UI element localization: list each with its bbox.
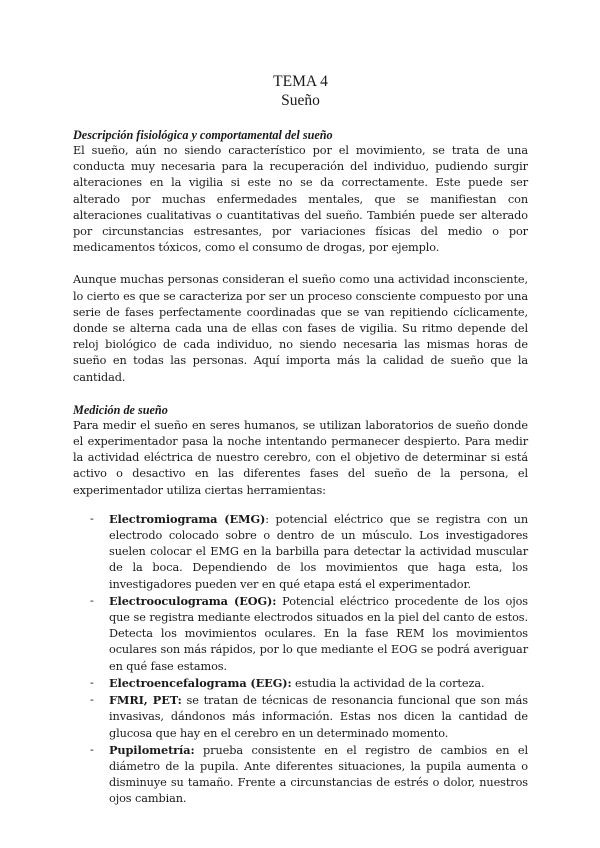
document-subtitle: Sueño	[281, 92, 320, 109]
list-bullet-dash: -	[90, 675, 94, 689]
definition-pupillometry: prueba consistente en el registro de cambios en el diámetro de la pupila. Ante diferentes situaciones, la pupila aumenta o disminuye su tamaño. Frente a circunstancias de estrés o dolor, nuestros ojos cambian.	[109, 743, 528, 806]
term-eeg: Electroencefalograma (EEG):	[109, 675, 292, 690]
definition-eog: Potencial eléctrico procedente de los ojos que se registra mediante electrodos situados en la piel del canto de estos. Detecta los movimientos oculares. En la fase REM los movimientos oculares son más rápidos, por lo que mediante el EOG se podrá averiguar en qué fase estamos.	[109, 594, 528, 673]
list-bullet-dash: -	[90, 693, 94, 707]
term-emg: Electromiograma (EMG)	[109, 511, 266, 526]
paragraph-description-1: El sueño, aún no siendo característico por el movimiento, se trata de una conducta muy necesaria para la recuperación del individuo, pudiendo surgir alteraciones en la vigilia si este no se da correctamente. Este puede ser alterado por muchas enfermedades mentales, que se manifiestan con alteraciones cualitativas o cuantitativas del sueño. También puede ser alterado por circunstancias estresantes, por variaciones físicas del medio o por medicamentos tóxicos, como el consumo de drogas, por ejemplo.	[73, 144, 528, 255]
paragraph-gap	[73, 256, 528, 272]
measurement-tools-list	[73, 511, 528, 808]
list-bullet-dash: -	[90, 593, 94, 607]
definition-fmri-pet: se tratan de técnicas de resonancia funcional que son más invasivas, dándonos más información. Estas nos dicen la cantidad de glucosa que hay en el cerebro en un determinado momento.	[109, 694, 529, 740]
section-heading-measurement: Medición de sueño	[73, 402, 168, 417]
section-heading-description: Descripción fisiológica y comportamental del sueño	[73, 128, 333, 142]
list-item-eog	[90, 593, 528, 675]
section-gap	[73, 386, 528, 402]
list-bullet-dash: -	[90, 742, 94, 756]
list-item-emg	[90, 511, 529, 593]
document-topic: TEMA 4	[273, 73, 328, 90]
paragraph-measurement-1: Para medir el sueño en seres humanos, se utilizan laboratorios de sueño donde el experimentador pasa la noche intentando permanecer despierto. Para medir la actividad eléctrica de nuestro cerebro, con el objetivo de determinar si está activo o desactivo en las diferentes fases del sueño de la persona, el experimentador utiliza ciertas herramientas:	[73, 418, 528, 497]
document-title-block	[73, 72, 528, 110]
list-item-fmri-pet	[90, 692, 529, 742]
definition-emg: : potencial eléctrico que se registra con un electrodo colocado sobre o dentro de un músculo. Los investigadores suelen colocar el EMG en la barbilla para detectar la actividad muscular de la boca. Dependiendo de los movimientos que haga esta, los investigadores pueden ver en qué etapa está el experimentador.	[109, 512, 529, 591]
list-bullet-dash: -	[90, 511, 94, 525]
term-pupillometry: Pupilometría:	[109, 742, 195, 757]
paragraph-description-2: Aunque muchas personas consideran el sueño como una actividad inconsciente, lo cierto es que se caracteriza por ser un proceso consciente compuesto por una serie de fases perfectamente coordinadas que se van repitiendo cíclicamente, donde se alterna cada una de ellas con fases de vigilia. Su ritmo depende del reloj biológico de cada individuo, no siendo necesaria las mismas horas de sueño en todas las personas. Aquí importa más la calidad de sueño que la cantidad.	[73, 273, 528, 384]
definition-eeg: estudia la actividad de la corteza.	[291, 676, 485, 690]
term-eog: Electrooculograma (EOG):	[109, 593, 277, 608]
document-page	[73, 72, 528, 808]
list-item-pupillometry	[90, 742, 528, 808]
list-item-eeg	[90, 675, 528, 692]
term-fmri-pet: FMRI, PET:	[109, 693, 182, 708]
